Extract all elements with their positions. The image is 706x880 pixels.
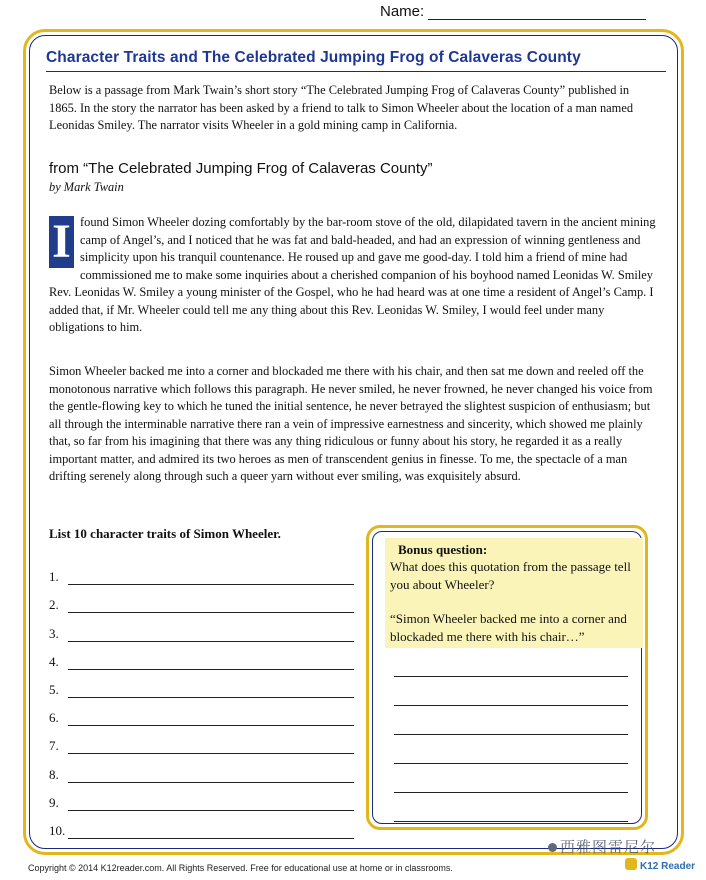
- trait-answer-line[interactable]: [68, 827, 354, 839]
- trait-item[interactable]: [49, 754, 354, 782]
- trait-item[interactable]: [49, 613, 354, 641]
- trait-item[interactable]: [49, 642, 354, 670]
- trait-item[interactable]: [49, 670, 354, 698]
- trait-answer-line[interactable]: [68, 771, 354, 783]
- bonus-heading: Bonus question:: [398, 542, 488, 557]
- worksheet-title: Character Traits and The Celebrated Jumping Frog of Calaveras County: [46, 49, 581, 66]
- trait-number: 1.: [49, 569, 59, 585]
- trait-item[interactable]: [49, 811, 354, 839]
- k12-logo-icon: [625, 858, 637, 870]
- trait-answer-line[interactable]: [68, 799, 354, 811]
- bonus-answer-line[interactable]: [394, 735, 628, 764]
- bonus-answer-line[interactable]: [394, 677, 628, 706]
- trait-number: 10.: [49, 822, 66, 838]
- name-blank-line[interactable]: [428, 6, 646, 20]
- copyright-notice: Copyright © 2014 K12reader.com. All Rights Reserved. Free for educational use at home or in classrooms.: [28, 863, 453, 873]
- trait-item[interactable]: [49, 557, 354, 585]
- trait-answer-line[interactable]: [68, 630, 354, 642]
- name-field: [380, 3, 646, 20]
- trait-item[interactable]: [49, 585, 354, 613]
- k12-reader-logo: K12 Reader: [640, 861, 696, 872]
- trait-list-heading: List 10 character traits of Simon Wheeler.: [49, 526, 281, 541]
- bonus-answer-lines: [394, 648, 628, 822]
- intro-paragraph: Below is a passage from Mark Twain’s short story “The Celebrated Jumping Frog of Calaveras County” published in 1865. In the story the narrator has been asked by a friend to talk to Simon Wheeler about the location of a man named Leonidas Smiley. The narrator visits Wheeler in a gold mining camp in California.: [49, 83, 634, 132]
- passage-paragraph-2: Simon Wheeler backed me into a corner and blockaded me there with his chair, and then sat me down and reeled off the monotonous narrative which follows this paragraph. He never smiled, he never frowned, he never changed his voice from the gentle-flowing key to which he tuned the initial sentence, he never betrayed the slightest suspicion of enthusiasm; but all through the interminable narrative there ran a vein of impressive earnestness and sincerity, which showed me plainly that, so far from his imagining that there was any thing ridiculous or funny about his story, he regarded it as a really important matter, and admired its two heroes as men of transcendent genius in finesse. To me, the spectacle of a man drifting serenely along through such a queer yarn without ever smiling, was exquisitely absurd.: [49, 364, 653, 483]
- trait-number: 9.: [49, 794, 59, 810]
- trait-item[interactable]: [49, 698, 354, 726]
- watermark-text: 西雅图雷尼尔: [560, 838, 657, 856]
- trait-number: 7.: [49, 738, 59, 754]
- passage-title: from “The Celebrated Jumping Frog of Calaveras County”: [49, 160, 433, 177]
- bonus-answer-line[interactable]: [394, 648, 628, 677]
- trait-number: 3.: [49, 625, 59, 641]
- watermark-icon: [548, 843, 557, 852]
- trait-item[interactable]: [49, 783, 354, 811]
- trait-answer-line[interactable]: [68, 714, 354, 726]
- passage-paragraph-1: [49, 214, 661, 337]
- paragraph-1-text: found Simon Wheeler dozing comfortably by the bar-room stove of the old, dilapidated tavern in the ancient mining camp of Angel’s, and I noticed that he was fat and bald-headed, and had an expression of winning gentleness and simplicity upon his tranquil countenance. He roused up and gave me good-day. I told him a friend of mine had commissioned me to make some inquiries about a cherished companion of his boyhood named Leonidas W. Smiley Rev. Leonidas W. Smiley a young minister of the Gospel, who he had heard was at one time a resident of Angel’s Camp. I added that, if Mr. Wheeler could tell me any thing about this Rev. Leonidas W. Smiley, I would feel under many obligations to him.: [49, 215, 656, 334]
- trait-list: [49, 557, 354, 839]
- name-label: Name:: [380, 3, 425, 20]
- bonus-answer-line[interactable]: [394, 706, 628, 735]
- trait-number: 8.: [49, 766, 59, 782]
- bonus-question: What does this quotation from the passage tell you about Wheeler?: [390, 559, 631, 592]
- trait-number: 5.: [49, 681, 59, 697]
- passage-byline: by Mark Twain: [49, 180, 124, 194]
- trait-answer-line[interactable]: [68, 742, 354, 754]
- bonus-quotation: “Simon Wheeler backed me into a corner and blockaded me there with his chair…”: [390, 611, 627, 644]
- trait-answer-line[interactable]: [68, 686, 354, 698]
- bonus-answer-line[interactable]: [394, 793, 628, 822]
- trait-number: 4.: [49, 653, 59, 669]
- trait-number: 2.: [49, 597, 59, 613]
- trait-answer-line[interactable]: [68, 658, 354, 670]
- trait-item[interactable]: [49, 726, 354, 754]
- drop-cap: I: [49, 216, 74, 268]
- bonus-answer-line[interactable]: [394, 764, 628, 793]
- title-divider: [46, 71, 666, 72]
- trait-answer-line[interactable]: [68, 601, 354, 613]
- trait-number: 6.: [49, 710, 59, 726]
- trait-answer-line[interactable]: [68, 573, 354, 585]
